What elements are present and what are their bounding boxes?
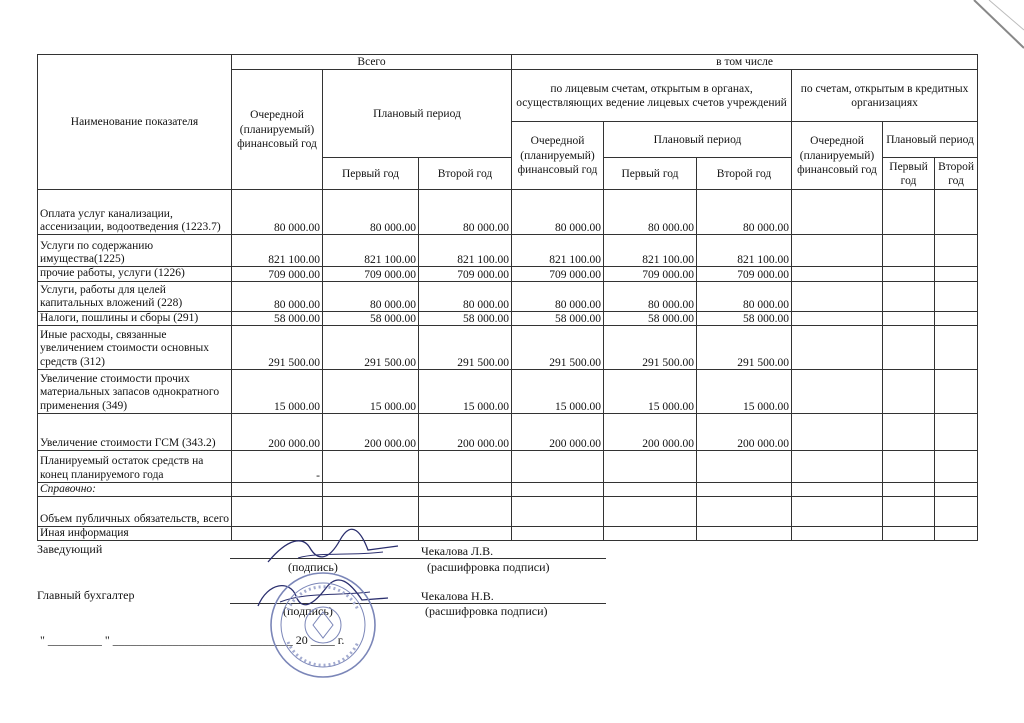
row-value: 821 100.00 — [604, 235, 697, 267]
empty-cell — [883, 190, 935, 235]
accountant-name: Чекалова Н.В. — [421, 589, 494, 603]
empty-cell — [883, 325, 935, 369]
row-value: 15 000.00 — [232, 369, 323, 413]
table-row — [38, 267, 978, 281]
row-value: 821 100.00 — [512, 235, 604, 267]
row-value: 821 100.00 — [419, 235, 512, 267]
header-total: Всего — [232, 55, 512, 70]
header-personal-current-year: Очередной (планируемый) финансовый год — [512, 122, 604, 190]
row-value: 80 000.00 — [697, 281, 792, 311]
row-value: 291 500.00 — [697, 325, 792, 369]
row-value: 58 000.00 — [419, 311, 512, 325]
header-total-first-year-cell: Первый год — [323, 158, 419, 190]
scan-corner-mark — [944, 0, 1024, 50]
row-value: 291 500.00 — [323, 325, 419, 369]
empty-cell — [883, 369, 935, 413]
row-label: Иные расходы, связанные увеличением стоимости основных средств (312) — [38, 325, 232, 369]
header-credit-current-year: Очередной (планируемый) финансовый год — [792, 122, 883, 190]
row-value: 291 500.00 — [512, 325, 604, 369]
row-value: 200 000.00 — [419, 413, 512, 450]
header-including: в том числе — [512, 55, 978, 70]
header-personal-planning-period: Плановый период — [604, 122, 792, 158]
row-label: Увеличение стоимости ГСМ (343.2) — [38, 413, 232, 450]
header-name-column: Наименование показателя — [38, 55, 232, 190]
row-value: 200 000.00 — [323, 413, 419, 450]
row-label: Увеличение стоимости прочих материальных запасов однократного применения (349) — [38, 369, 232, 413]
empty-cell — [935, 369, 978, 413]
other-info-label: Иная информация — [38, 527, 232, 541]
row-value: 709 000.00 — [323, 267, 419, 281]
accountant-decode-caption: (расшифровка подписи) — [425, 604, 548, 618]
accountant-signature-caption: (подпись) — [283, 604, 333, 618]
head-title: Заведующий — [37, 542, 103, 556]
empty-cell — [883, 281, 935, 311]
header-personal-accounts: по лицевым счетам, открытым в органах, осуществляющих ведение лицевых счетов учреждений — [512, 70, 792, 122]
empty-cell — [792, 311, 883, 325]
row-value: 80 000.00 — [512, 190, 604, 235]
header-total-second-year: Второй год — [419, 158, 512, 190]
row-value: 821 100.00 — [232, 235, 323, 267]
row-value: 80 000.00 — [232, 281, 323, 311]
header-credit-accounts: по счетам, открытым в кредитных организациях — [792, 70, 978, 122]
row-value: 80 000.00 — [697, 190, 792, 235]
head-name: Чекалова Л.В. — [421, 544, 494, 558]
table-row — [38, 311, 978, 325]
row-value: 58 000.00 — [697, 311, 792, 325]
row-value: 58 000.00 — [512, 311, 604, 325]
accountant-title: Главный бухгалтер — [37, 588, 135, 602]
row-value: 58 000.00 — [323, 311, 419, 325]
row-value: 709 000.00 — [419, 267, 512, 281]
row-value: 709 000.00 — [697, 267, 792, 281]
row-value: 200 000.00 — [697, 413, 792, 450]
header-credit-second-year: Второй год — [935, 158, 978, 190]
header-credit-planning-period: Плановый период — [883, 122, 978, 158]
row-value: 821 100.00 — [697, 235, 792, 267]
row-label: Услуги по содержанию имущества(1225) — [38, 235, 232, 267]
row-label: Налоги, пошлины и сборы (291) — [38, 311, 232, 325]
header-personal-first-year: Первый год — [604, 158, 697, 190]
header-personal-second-year: Второй год — [697, 158, 792, 190]
row-value: 15 000.00 — [323, 369, 419, 413]
row-label: Услуги, работы для целей капитальных вложений (228) — [38, 281, 232, 311]
table-row — [38, 190, 978, 235]
row-label: прочие работы, услуги (1226) — [38, 267, 232, 281]
empty-cell — [935, 267, 978, 281]
head-handwritten-signature — [258, 528, 408, 568]
empty-cell — [883, 413, 935, 450]
public-obligations-label: Объем публичных обязательств, всего — [38, 497, 232, 527]
row-value: 291 500.00 — [419, 325, 512, 369]
row-value: 80 000.00 — [232, 190, 323, 235]
empty-cell — [792, 281, 883, 311]
reference-label: Справочно: — [38, 482, 232, 496]
empty-cell — [883, 311, 935, 325]
empty-cell — [883, 267, 935, 281]
table-row — [38, 281, 978, 311]
empty-cell — [792, 190, 883, 235]
header-credit-first-year: Первый год — [883, 158, 935, 190]
remainder-value: - — [232, 450, 323, 482]
empty-cell — [792, 235, 883, 267]
row-value: 200 000.00 — [512, 413, 604, 450]
row-value: 15 000.00 — [419, 369, 512, 413]
empty-cell — [935, 281, 978, 311]
empty-cell — [792, 325, 883, 369]
head-signature-caption: (подпись) — [288, 560, 338, 574]
row-label: Оплата услуг канализации, ассенизации, водоотведения (1223.7) — [38, 190, 232, 235]
row-value: 200 000.00 — [604, 413, 697, 450]
empty-cell — [792, 369, 883, 413]
row-value: 80 000.00 — [604, 281, 697, 311]
table-row — [38, 325, 978, 369]
header-total-current-year: Очередной (планируемый) финансовый год — [232, 70, 323, 190]
row-value: 15 000.00 — [512, 369, 604, 413]
row-value: 58 000.00 — [232, 311, 323, 325]
header-total-planning-period: Плановый период — [323, 70, 512, 158]
row-value: 15 000.00 — [604, 369, 697, 413]
table-row — [38, 369, 978, 413]
table-row — [38, 235, 978, 267]
head-decode-caption: (расшифровка подписи) — [427, 560, 550, 574]
empty-cell — [935, 235, 978, 267]
seal-stamp — [268, 570, 378, 680]
row-value: 709 000.00 — [604, 267, 697, 281]
row-value: 80 000.00 — [419, 190, 512, 235]
row-value: 709 000.00 — [232, 267, 323, 281]
row-value: 80 000.00 — [512, 281, 604, 311]
date-line: " _________ " ______________________________ 20 ____ г. — [40, 633, 345, 647]
empty-cell — [935, 325, 978, 369]
row-value: 80 000.00 — [323, 281, 419, 311]
remainder-label: Планируемый остаток средств на конец планируемого года — [38, 450, 232, 482]
empty-cell — [792, 267, 883, 281]
row-value: 80 000.00 — [323, 190, 419, 235]
table-row — [38, 413, 978, 450]
empty-cell — [935, 190, 978, 235]
row-value: 291 500.00 — [232, 325, 323, 369]
row-value: 291 500.00 — [604, 325, 697, 369]
row-value: 709 000.00 — [512, 267, 604, 281]
budget-table — [37, 54, 978, 541]
empty-cell — [792, 413, 883, 450]
row-value: 80 000.00 — [604, 190, 697, 235]
row-value: 58 000.00 — [604, 311, 697, 325]
empty-cell — [883, 235, 935, 267]
row-value: 15 000.00 — [697, 369, 792, 413]
row-value: 80 000.00 — [419, 281, 512, 311]
row-value: 821 100.00 — [323, 235, 419, 267]
row-value: 200 000.00 — [232, 413, 323, 450]
empty-cell — [935, 311, 978, 325]
empty-cell — [935, 413, 978, 450]
